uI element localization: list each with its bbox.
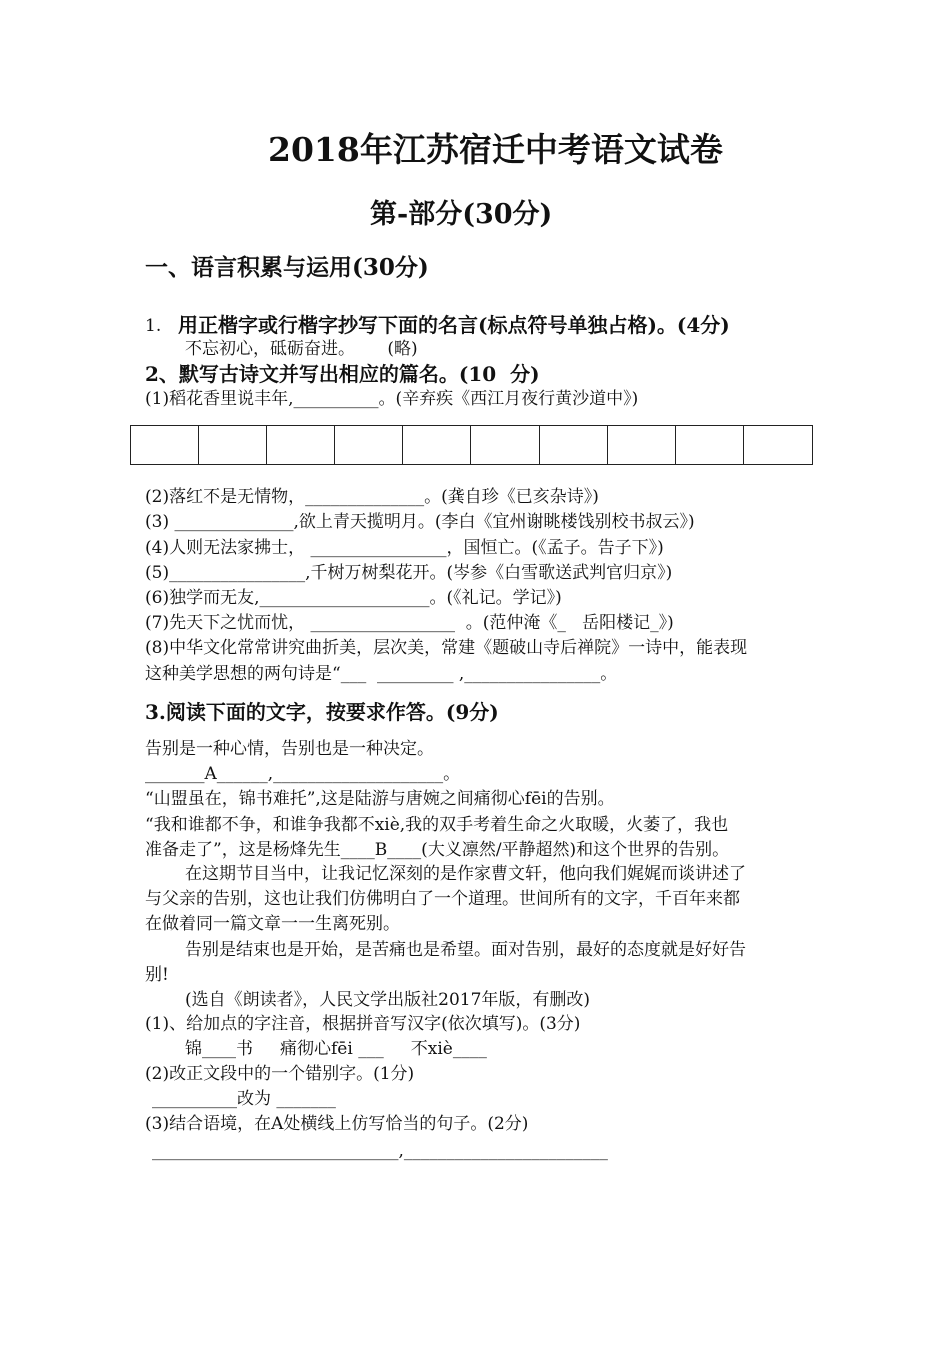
copy-writing-grid <box>130 425 813 465</box>
q2-prompt: 2、默写古诗文并写出相应的篇名。(10 分) <box>145 362 540 386</box>
grid-cell[interactable] <box>335 426 403 464</box>
q2-item-8-cont: 这种美学思想的两句诗是“___ _________ ,________________。 <box>145 664 618 684</box>
q1-prompt: 用正楷字或行楷字抄写下面的名言(标点符号单独占格)。(4分) <box>178 313 730 337</box>
grid-cell[interactable] <box>608 426 676 464</box>
q2-item-2: (2)落红不是无情物，______________。(龚自珍《已亥杂诗》) <box>145 487 599 507</box>
q2-item-7: (7)先天下之忧而忧， _________________ 。(范仲淹《_ 岳阳楼记_》) <box>145 613 674 633</box>
subq-3-answer: _____________________________,________________________ <box>152 1141 608 1161</box>
grid-cell[interactable] <box>471 426 539 464</box>
grid-cell[interactable] <box>131 426 199 464</box>
passage-line: “我和谁都不争，和谁争我都不xiè,我的双手考着生命之火取暖，火萎了，我也 <box>145 815 729 835</box>
passage-line: 在做着同一篇文章一一生离死别。 <box>145 914 400 934</box>
grid-cell[interactable] <box>403 426 471 464</box>
q3-heading: 3.阅读下面的文字，按要求作答。(9分) <box>145 700 499 724</box>
subq-2-answer: __________改为 _______ <box>152 1089 336 1109</box>
subq-1: (1)、给加点的字注音，根据拼音写汉字(依次填写)。(3分) <box>145 1014 581 1034</box>
grid-cell[interactable] <box>199 426 267 464</box>
part-heading: 第-部分(30分) <box>370 199 553 230</box>
passage-line: 告别是结束也是开始，是苦痛也是希望。面对告别，最好的态度就是好好告 <box>185 940 746 960</box>
q2-item-1: (1)稻花香里说丰年,__________。(辛弃疾《西江月夜行黄沙道中》) <box>145 389 639 409</box>
grid-cell[interactable] <box>540 426 608 464</box>
passage-line: 在这期节目当中，让我记忆深刻的是作家曹文轩，他向我们娓娓而谈讲述了 <box>185 864 746 884</box>
passage-line: “山盟虽在，锦书难托”,这是陆游与唐婉之间痛彻心fēi的告别。 <box>145 789 615 809</box>
q2-item-4: (4)人则无法家拂士， ________________，国恒亡。(《孟子。告子下》) <box>145 538 664 558</box>
q1-quote: 不忘初心，砥砺奋进。 (略) <box>185 339 418 359</box>
subq-1-answers: 锦____书 痛彻心fēi ___ 不xiè____ <box>185 1039 487 1059</box>
passage-line: _______A______,____________________。 <box>145 764 461 784</box>
grid-cell[interactable] <box>267 426 335 464</box>
q2-item-8: (8)中华文化常常讲究曲折美，层次美，常建《题破山寺后禅院》一诗中，能表现 <box>145 638 748 658</box>
section-heading: 一、语言积累与运用(30分) <box>145 254 429 281</box>
q2-item-6: (6)独学而无友,____________________。(《礼记。学记》) <box>145 588 562 608</box>
subq-2: (2)改正文段中的一个错别字。(1分) <box>145 1064 415 1084</box>
passage-source: (选自《朗读者》，人民文学出版社2017年版，有删改) <box>185 990 591 1010</box>
grid-cell[interactable] <box>744 426 812 464</box>
passage-line: 告别是一种心情，告别也是一种决定。 <box>145 739 434 759</box>
q2-item-5: (5)________________,千树万树梨花开。(岑参《白雪歌送武判官归京》) <box>145 563 673 583</box>
page-title: 2018年江苏宿迁中考语文试卷 <box>268 130 723 169</box>
q2-item-3: (3) ______________,欲上青天揽明月。(李白《宜州谢眺楼饯别校书叔云》) <box>145 512 695 532</box>
passage-line: 与父亲的告别，这也让我们仿佛明白了一个道理。世间所有的文字，千百年来都 <box>145 889 740 909</box>
q1-number: 1. <box>145 316 162 336</box>
passage-line: 准备走了”，这是杨烽先生____B____(大义凛然/平静超然)和这个世界的告别。 <box>145 840 730 860</box>
subq-3: (3)结合语境，在A处横线上仿写恰当的句子。(2分) <box>145 1114 529 1134</box>
passage-line: 别! <box>145 965 169 985</box>
grid-cell[interactable] <box>676 426 744 464</box>
